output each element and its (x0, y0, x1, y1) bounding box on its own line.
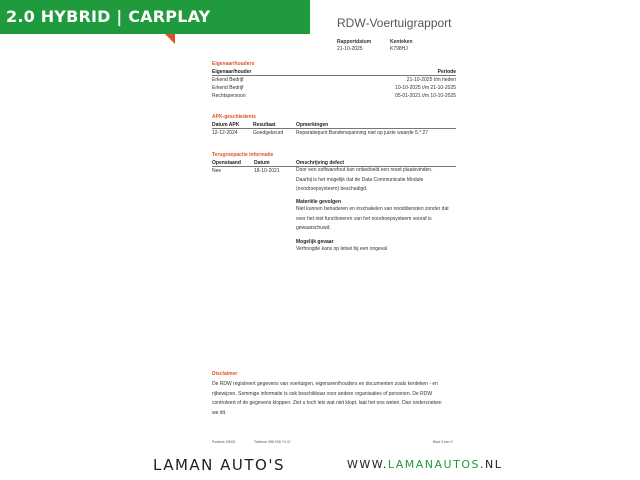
report-date-value: 21-10-2025 (337, 46, 363, 52)
apk-row-notes: Reparatiepunt Bandenspanning niet op juiste waarde 5.*.27 (296, 130, 429, 136)
table-row-owner: Erkend Bedrijf (212, 77, 244, 83)
footer-postbus: Postbus 30000 (212, 440, 236, 444)
disclaimer-title: Disclaimer (212, 371, 238, 377)
disclaimer-line: De RDW registreert gegevens van voertuigen, eigenaren/houders en documenten zoals kenteken - en (212, 381, 438, 387)
disclaimer-line: we dit. (212, 409, 227, 416)
recall-consequences-line: Niet kunnen benaderen en inschakelen van nooddiensten zonder dat (296, 206, 449, 212)
document-title: RDW-Voertuigrapport (337, 16, 452, 30)
plate-value: K798HJ (390, 46, 408, 52)
dealer-website[interactable] (347, 458, 502, 471)
disclaimer-line: rijbewijzen. Sommige informatie is ook beschikbaar voor andere organisaties of personen. De RDW (212, 390, 433, 397)
disclaimer-text (212, 380, 457, 418)
owners-col-period: Periode (437, 69, 456, 75)
table-row-owner: Erkend Bedrijf (212, 85, 244, 91)
recall-row-open: Nee (212, 168, 222, 174)
apk-col-result: Resultaat (253, 122, 276, 128)
recall-section-title: Terugroepactie informatie (212, 152, 274, 158)
recall-consequences-line: gewaarschuwd. (296, 225, 331, 231)
recall-col-desc: Omschrijving defect (296, 160, 345, 166)
website-name: LAMANAUTOS (387, 458, 480, 471)
apk-section-title: APK-geschiedenis (212, 114, 256, 120)
owners-header-rule (212, 75, 456, 76)
report-date-label: Rapportdatum (337, 39, 372, 45)
owners-col-owner: Eigenaar/houder (212, 69, 252, 75)
footer-page-number: Blad 3 van 3 (433, 440, 453, 444)
recall-desc-line: (noodroepsysteem) beschadigd. (296, 186, 368, 192)
website-prefix: WWW. (347, 458, 388, 471)
owners-section-title: Eigenaar/houders (212, 61, 255, 67)
table-row-period: 05-01-2021 t/m 10-10-2025 (395, 93, 456, 99)
recall-row-date: 18-10-2021 (254, 168, 280, 174)
disclaimer-line: controleert of de gegevens kloppen. Ziet u toch iets wat niet klopt, laat het ons weten. Dan onderzoeken (212, 400, 442, 406)
apk-row-date: 12-12-2024 (212, 130, 238, 136)
website-suffix: .NL (479, 458, 503, 471)
table-row-period: 21-10-2025 t/m heden (406, 77, 456, 83)
table-row-period: 10-10-2025 t/m 21-10-2025 (395, 85, 456, 91)
recall-col-date: Datum (254, 160, 270, 166)
recall-col-open: Openstaand (212, 160, 241, 166)
recall-consequences-line: over het niet functioneren van het noodroepsysteem vooraf is (296, 215, 432, 222)
recall-danger-text: Verhoogde kans op letsel bij een ongeval (296, 246, 388, 252)
table-row-owner: Rechtspersoon (212, 93, 246, 99)
promo-banner: 2.0 HYBRID | CARPLAY (0, 0, 310, 34)
recall-defect-description (296, 166, 456, 195)
apk-col-notes: Opmerkingen (296, 122, 329, 128)
banner-accent-shape (165, 34, 175, 44)
plate-label: Kenteken (390, 39, 413, 45)
dealer-logo: LAMAN AUTO'S (153, 456, 286, 474)
footer-phone: Telefoon 088 008 74 47 (254, 440, 291, 444)
recall-danger-title: Mogelijk gevaar (296, 239, 334, 245)
apk-col-date: Datum APK (212, 122, 240, 128)
recall-consequences-text (296, 205, 456, 234)
apk-row-result: Goedgekeurd (253, 130, 284, 136)
recall-desc-line: Daarbij is het mogelijk dat de Data Communicatie Module (296, 176, 424, 183)
recall-consequences-title: Materiële gevolgen (296, 199, 342, 205)
apk-header-rule (212, 128, 456, 129)
recall-desc-line: Door een softwarefout kan onbedoeld een reset plaatsvinden. (296, 167, 433, 173)
